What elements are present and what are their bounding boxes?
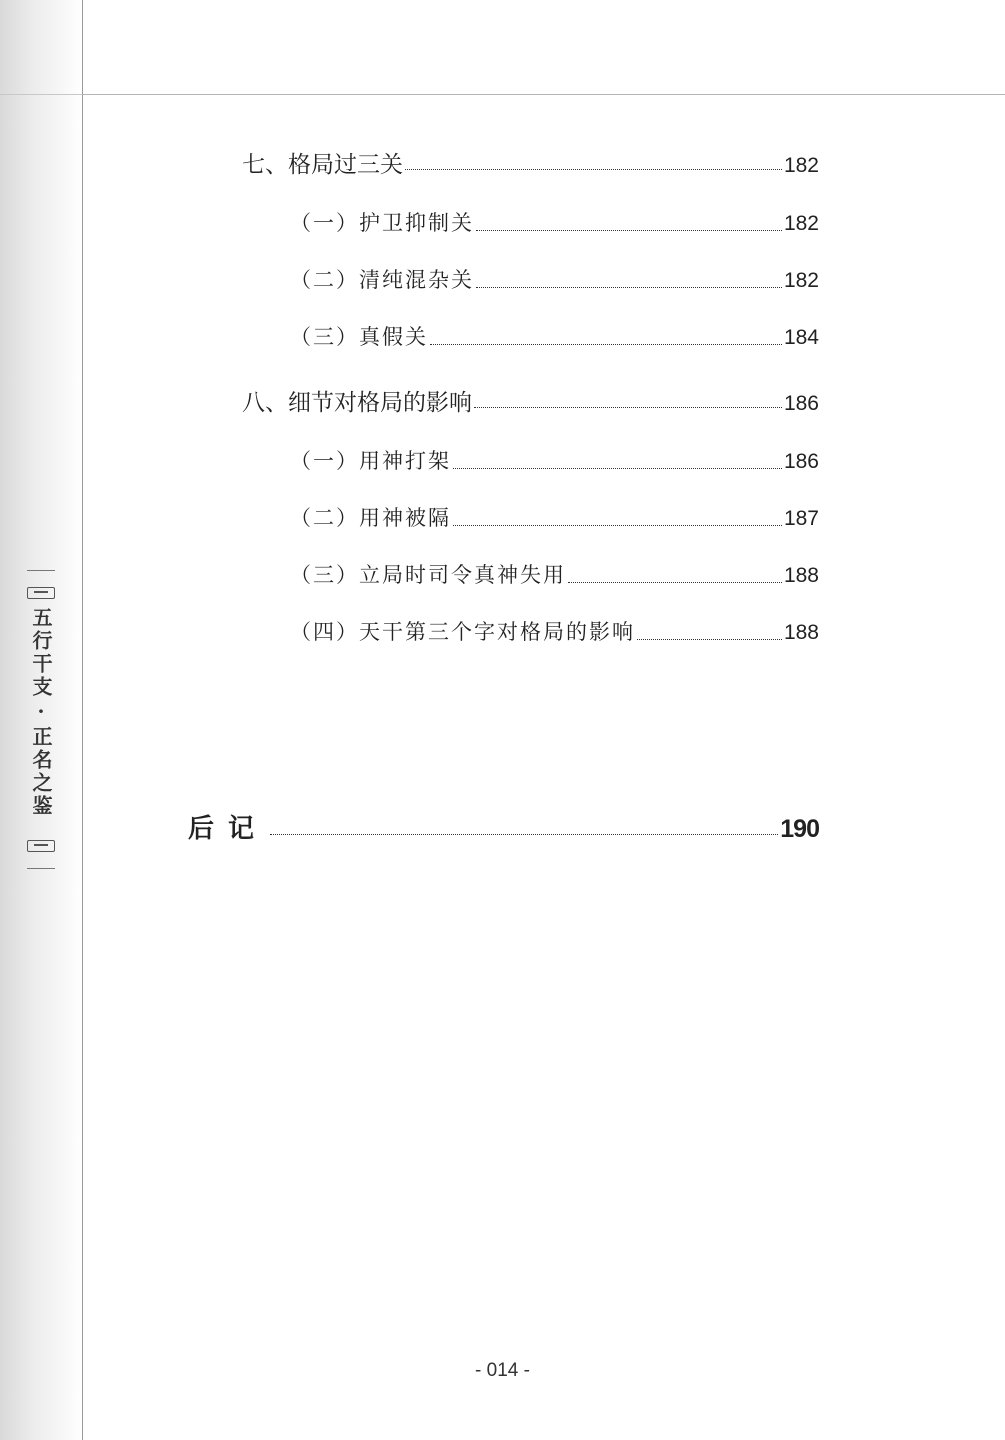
toc-entry-page: 182 bbox=[783, 154, 819, 177]
toc-leader-dots bbox=[476, 230, 782, 231]
toc-leader-dots bbox=[568, 582, 782, 583]
toc-entry-page: 182 bbox=[783, 269, 819, 292]
side-title-top-line bbox=[27, 570, 55, 571]
toc-leader-dots bbox=[453, 525, 782, 526]
toc-entry-8-3[interactable] bbox=[290, 559, 819, 589]
toc-entry-label: （四）天干第三个字对格局的影响 bbox=[290, 620, 635, 644]
toc-entry-8-2[interactable] bbox=[290, 502, 819, 532]
side-title-text: 五行干支·正名之鉴 bbox=[29, 607, 53, 818]
toc-entry-page: 188 bbox=[783, 621, 819, 644]
toc-leader-dots bbox=[476, 287, 782, 288]
toc-leader-dots bbox=[637, 639, 782, 640]
toc-leader-dots bbox=[405, 169, 782, 170]
toc-entry-page: 186 bbox=[783, 392, 819, 415]
toc-entry-page: 182 bbox=[783, 212, 819, 235]
toc-entry-label: 后记 bbox=[188, 814, 269, 844]
toc-entry-7-1[interactable] bbox=[290, 207, 819, 237]
toc-leader-dots bbox=[453, 468, 782, 469]
toc-entry-page: 186 bbox=[783, 450, 819, 473]
toc-leader-dots bbox=[270, 834, 778, 835]
toc-entry-label: （三）真假关 bbox=[290, 325, 428, 349]
side-book-title bbox=[24, 570, 58, 875]
side-title-bottom-line bbox=[27, 868, 55, 869]
toc-entry-label: （三）立局时司令真神失用 bbox=[290, 563, 566, 587]
toc-entry-8-4[interactable] bbox=[290, 616, 819, 646]
toc-entry-page: 188 bbox=[783, 564, 819, 587]
toc-entry-8-1[interactable] bbox=[290, 445, 819, 475]
toc-leader-dots bbox=[430, 344, 782, 345]
toc-leader-dots bbox=[474, 407, 782, 408]
toc-entry-page: 187 bbox=[783, 507, 819, 530]
toc-entry-label: 七、格局过三关 bbox=[242, 152, 403, 178]
toc-entry-label: （一）用神打架 bbox=[290, 449, 451, 473]
toc-entry-7-3[interactable] bbox=[290, 321, 819, 351]
toc-entry-page: 184 bbox=[783, 326, 819, 349]
toc-entry-label: （一）护卫抑制关 bbox=[290, 211, 474, 235]
toc-entry-page: 190 bbox=[780, 815, 819, 843]
toc-entry-section-7[interactable] bbox=[242, 146, 819, 176]
spine-top-rule bbox=[0, 94, 82, 95]
toc-entry-label: （二）用神被隔 bbox=[290, 506, 451, 530]
side-title-top-ornament bbox=[27, 587, 55, 599]
toc-entry-label: （二）清纯混杂关 bbox=[290, 268, 474, 292]
toc-entry-label: 八、细节对格局的影响 bbox=[242, 390, 472, 416]
toc-entry-7-2[interactable] bbox=[290, 264, 819, 294]
toc-entry-section-8[interactable] bbox=[242, 384, 819, 414]
header-rule bbox=[82, 94, 1005, 95]
page-number: - 014 - bbox=[475, 1360, 530, 1381]
side-title-bottom-ornament bbox=[27, 840, 55, 852]
toc-entry-afterword[interactable] bbox=[188, 808, 819, 842]
